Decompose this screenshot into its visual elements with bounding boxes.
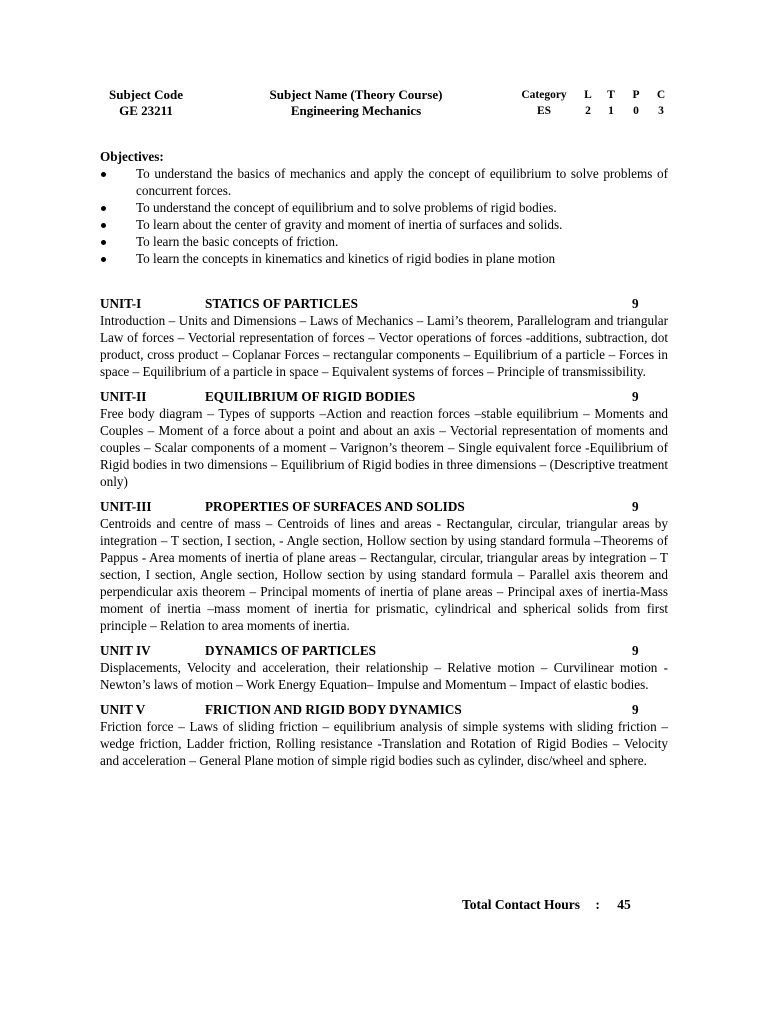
- course-header: [100, 87, 668, 123]
- unit-title: EQUILIBRIUM OF RIGID BODIES: [205, 389, 416, 404]
- subject-code-value: GE 23211: [119, 103, 173, 118]
- unit-heading: [100, 701, 668, 718]
- unit-number: UNIT IV: [100, 643, 151, 658]
- objective-item: To understand the basics of mechanics and apply the concept of equilibrium to solve problems of concurrent forces.: [100, 165, 668, 199]
- unit-block: [100, 388, 668, 490]
- units-section: [100, 295, 668, 769]
- credits-value: 3: [658, 105, 664, 117]
- unit-title: DYNAMICS OF PARTICLES: [205, 643, 376, 658]
- category-label: Category: [521, 89, 567, 101]
- practical-column: [628, 87, 644, 119]
- total-contact-hours: [462, 897, 631, 913]
- tutorial-column: [603, 87, 619, 119]
- unit-content: Friction force – Laws of sliding friction – equilibrium analysis of simple systems with sliding friction –wedge friction, Ladder friction, Rolling resistance -Translation and Rotation of Rigid Bodies – Velocity and acceleration – General Plane motion of simple rigid bodies such as cylinder, disc/wheel and sphere.: [100, 719, 668, 768]
- objective-item: To learn the concepts in kinematics and kinetics of rigid bodies in plane motion: [100, 250, 668, 267]
- unit-content: Centroids and centre of mass – Centroids of lines and areas - Rectangular, circular, triangular areas by integration – T section, I section, - Angle section, Hollow section by using standard formula –Theorems of Pappus - Area moments of inertia of plane areas – Rectangular, circular, triangular areas by integration – T section, I section, Angle section, Hollow section by using standard formula – Parallel axis theorem and perpendicular axis theorem – Principal moments of inertia of plane areas – Principal axes of inertia-Mass moment of inertia –mass moment of inertia for prismatic, cylindrical and spherical solids from first principle – Relation to area moments of inertia.: [100, 516, 668, 633]
- unit-heading: [100, 498, 668, 515]
- unit-heading: [100, 642, 668, 659]
- practical-value: 0: [633, 105, 639, 117]
- unit-number: UNIT-I: [100, 296, 142, 311]
- objective-item: To learn about the center of gravity and moment of inertia of surfaces and solids.: [100, 216, 668, 233]
- unit-block: [100, 498, 668, 634]
- unit-block: [100, 295, 668, 380]
- unit-hours: 9: [632, 702, 639, 717]
- unit-number: UNIT-II: [100, 389, 147, 404]
- credits-column: [653, 87, 669, 119]
- subject-code-label: Subject Code: [108, 87, 184, 102]
- unit-hours: 9: [632, 296, 639, 311]
- lecture-column: [580, 87, 596, 119]
- category-column: [512, 87, 576, 119]
- tutorial-label: T: [607, 89, 615, 101]
- unit-number: UNIT-III: [100, 499, 152, 514]
- unit-content: Introduction – Units and Dimensions – Laws of Mechanics – Lami’s theorem, Parallelogram and triangular Law of forces – Vectorial representation of forces – Vector operations of forces -additions, subtraction, dot product, cross product – Coplanar Forces – rectangular components – Equilibrium of a particle – Forces in space – Equilibrium of a particle in space – Equivalent systems of forces – Principle of transmissibility.: [100, 313, 668, 379]
- credits-label: C: [656, 89, 666, 101]
- lecture-value: 2: [585, 105, 591, 117]
- subject-name-column: [248, 87, 464, 119]
- total-value: 45: [617, 897, 631, 912]
- unit-content: Free body diagram – Types of supports –Action and reaction forces –stable equilibrium – Moments and Couples – Moment of a force about a point and about an axis – Vectorial representation of moments and couples – Scalar components of a moment – Varignon’s theorem – Single equivalent force -Equilibrium of Rigid bodies in two dimensions – Equilibrium of Rigid bodies in three dimensions – (Descriptive treatment only): [100, 406, 668, 489]
- objective-item: To learn the basic concepts of friction.: [100, 233, 668, 250]
- unit-block: [100, 701, 668, 769]
- objective-item: To understand the concept of equilibrium and to solve problems of rigid bodies.: [100, 199, 668, 216]
- unit-title: PROPERTIES OF SURFACES AND SOLIDS: [205, 499, 465, 514]
- category-value: ES: [536, 105, 552, 117]
- unit-content: Displacements, Velocity and acceleration, their relationship – Relative motion – Curvilinear motion - Newton’s laws of motion – Work Energy Equation– Impulse and Momentum – Impact of elastic bodies.: [100, 660, 668, 692]
- unit-hours: 9: [632, 389, 639, 404]
- unit-hours: 9: [632, 643, 639, 658]
- practical-label: P: [632, 89, 640, 101]
- unit-title: STATICS OF PARTICLES: [205, 296, 358, 311]
- lecture-label: L: [584, 89, 592, 101]
- unit-block: [100, 642, 668, 693]
- objectives-title: Objectives:: [100, 149, 164, 164]
- objectives-section: [100, 148, 668, 267]
- objectives-list: [100, 165, 668, 267]
- unit-hours: 9: [632, 499, 639, 514]
- subject-code-column: [100, 87, 192, 119]
- unit-number: UNIT V: [100, 702, 146, 717]
- total-label: Total Contact Hours: [462, 897, 581, 912]
- unit-heading: [100, 295, 668, 312]
- unit-heading: [100, 388, 668, 405]
- syllabus-page: [100, 87, 668, 912]
- total-separator: :: [595, 897, 600, 912]
- subject-name-label: Subject Name (Theory Course): [269, 87, 443, 102]
- subject-name-value: Engineering Mechanics: [290, 103, 422, 118]
- unit-title: FRICTION AND RIGID BODY DYNAMICS: [205, 702, 462, 717]
- tutorial-value: 1: [608, 105, 614, 117]
